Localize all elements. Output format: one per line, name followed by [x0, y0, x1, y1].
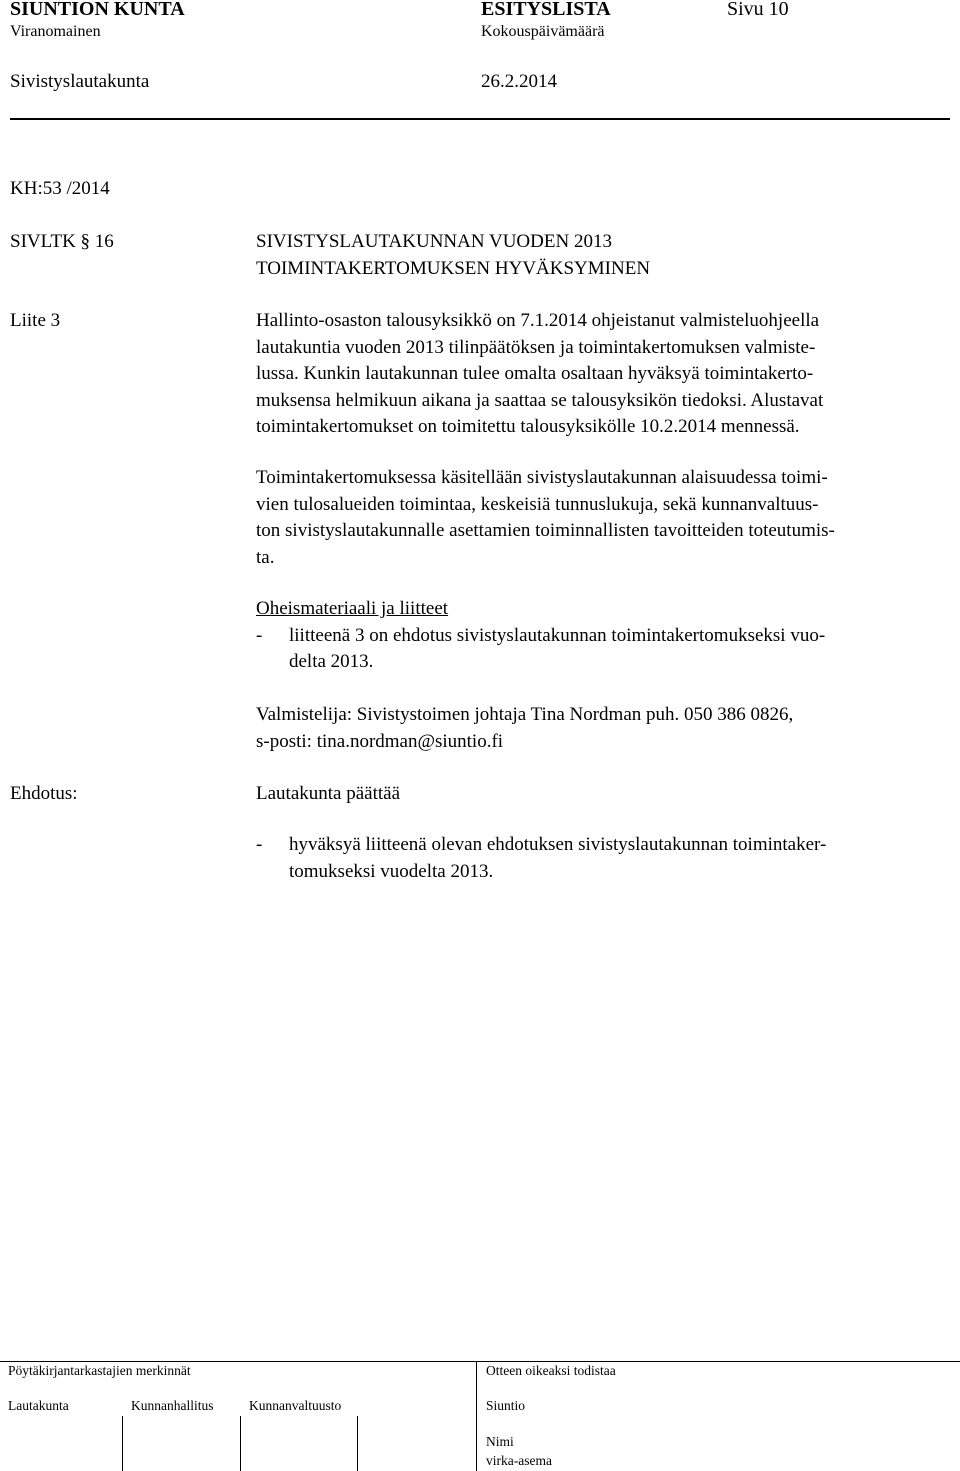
paragraph-line: toimintakertomukset on toimitettu talousyksikölle 10.2.2014 mennessä.: [256, 416, 800, 437]
footer-col-line-3: [357, 1416, 358, 1471]
meeting-date-label: Kokouspäivämäärä: [481, 23, 605, 40]
footer-col-line-2: [240, 1416, 241, 1471]
attachments-heading: Oheismateriaali ja liitteet: [256, 598, 449, 619]
footer-top-line: [0, 1361, 960, 1362]
authority-name: Sivistyslautakunta: [10, 71, 150, 92]
decision-item-line: tomukseksi vuodelta 2013.: [289, 860, 494, 882]
item-title-line: TOIMINTAKERTOMUKSEN HYVÄKSYMINEN: [256, 257, 651, 279]
paragraph-line: vien tulosalueiden toimintaa, keskeisiä tunnuslukuja, sekä kunnanvaltuus-: [256, 493, 819, 515]
paragraph-line: ta.: [256, 546, 275, 568]
footer-divider-vertical: [476, 1361, 477, 1471]
paragraph-line: lautakuntia vuoden 2013 tilinpäätöksen ja toimintakertomuksen valmiste-: [256, 336, 816, 358]
footer-col-lautakunta: Lautakunta: [8, 1398, 69, 1413]
footer-col-line-1: [122, 1416, 123, 1471]
attachments-section: [256, 596, 950, 676]
footer-col-kunnanvaltuusto: Kunnanvaltuusto: [249, 1398, 342, 1413]
authority-label: Viranomainen: [10, 23, 101, 40]
footer-place: Siuntio: [486, 1398, 526, 1413]
item-title-line: SIVISTYSLAUTAKUNNAN VUODEN 2013: [256, 231, 612, 252]
paragraph-line: ton sivistyslautakunnalle asettamien toiminnallisten tavoitteiden toteutumis-: [256, 520, 835, 541]
paragraph-1: [256, 308, 950, 441]
list-dash: -: [256, 624, 263, 646]
footer-col-kunnanhallitus: Kunnanhallitus: [131, 1398, 214, 1413]
paragraph-line: Toimintakertomuksessa käsitellään sivistyslautakunnan alaisuudessa toimi-: [256, 467, 828, 488]
decision-intro: Lautakunta päättää: [256, 783, 401, 804]
decision-item-line: hyväksyä liitteenä olevan ehdotuksen sivistyslautakunnan toimintaker-: [289, 834, 827, 855]
attachment-item: [256, 623, 950, 650]
municipality-name: SIUNTION KUNTA: [10, 0, 185, 20]
header-divider: [10, 118, 950, 120]
footer-name-label: Nimi: [486, 1434, 514, 1449]
paragraph-line: Hallinto-osaston talousyksikkö on 7.1.2014 ohjeistanut valmisteluohjeella: [256, 310, 820, 331]
list-dash: -: [256, 834, 263, 855]
paragraph-line: lussa. Kunkin lautakunnan tulee omalta osaltaan hyväksyä toimintakerto-: [256, 363, 814, 384]
proposal-label: Ehdotus:: [10, 783, 78, 804]
footer-position-label: virka-asema: [486, 1453, 552, 1468]
sivltk-reference: SIVLTK § 16: [10, 231, 114, 252]
kh-reference: KH:53 /2014: [10, 178, 110, 199]
item-title: [256, 229, 950, 282]
preparer-line: s-posti: tina.nordman@siuntio.fi: [256, 730, 504, 752]
paragraph-2: [256, 465, 950, 571]
attachment-label: Liite 3: [10, 310, 61, 331]
attachment-item-line: delta 2013.: [289, 651, 374, 672]
meeting-date: 26.2.2014: [481, 71, 557, 92]
preparer-line: Valmistelija: Sivistystoimen johtaja Tina Nordman puh. 050 386 0826,: [256, 704, 794, 725]
inspectors-label: Pöytäkirjantarkastajien merkinnät: [8, 1363, 191, 1378]
certified-label: Otteen oikeaksi todistaa: [486, 1363, 616, 1378]
decision-section: [256, 832, 950, 885]
decision-item: [256, 832, 950, 859]
document-type: ESITYSLISTA: [481, 0, 611, 20]
paragraph-line: muksensa helmikuun aikana ja saattaa se talousyksikön tiedoksi. Alustavat: [256, 389, 824, 411]
preparer-section: [256, 702, 950, 755]
attachment-item-line: liitteenä 3 on ehdotus sivistyslautakunnan toimintakertomukseksi vuo-: [289, 624, 826, 646]
page-number: Sivu 10: [727, 0, 789, 20]
